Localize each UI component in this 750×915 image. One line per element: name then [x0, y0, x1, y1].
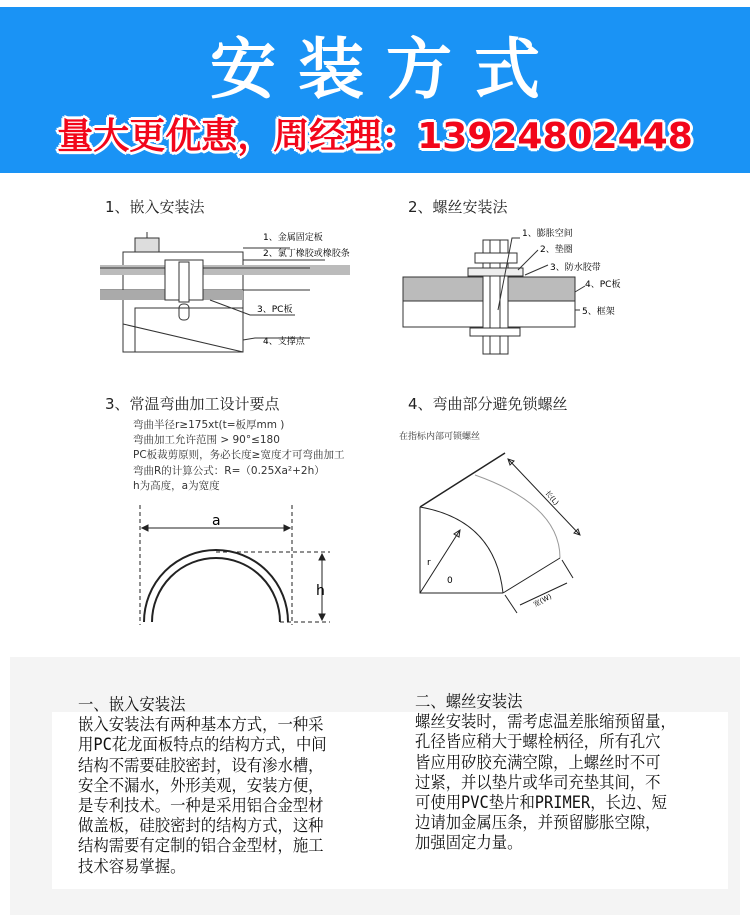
notes-line: 加强固定力量。 [415, 833, 523, 853]
bend-caption: 在指标内部可锁螺丝 [399, 432, 481, 442]
notes-line: 可使用PVC垫片和PRIMER，长边、短 [415, 793, 667, 813]
notes-line: 技术容易掌握。 [78, 856, 186, 876]
radius-label: r [427, 558, 431, 568]
screw-install-diagram [400, 220, 630, 360]
notes-line: 孔径皆应稍大于螺栓柄径，所有孔穴 [415, 732, 661, 752]
section-2-title: 2、螺丝安装法 [408, 198, 508, 216]
angle-label: 0 [447, 576, 453, 586]
notes-line: 结构不需要硅胶密封，设有渗水槽， [78, 755, 324, 775]
notes-title: 二、螺丝安装法 [415, 692, 523, 711]
length-label: 长(L) [543, 489, 561, 507]
label-rubber: 2、氯丁橡胶或橡胶条 [263, 249, 350, 259]
embed-install-diagram [95, 220, 355, 360]
notes-line: 螺丝安装时，需考虑温差胀缩预留量， [415, 712, 676, 732]
screw-method-notes [415, 692, 696, 854]
notes-line: 过紧，并以垫片或华司充垫其间，不 [415, 772, 661, 792]
dim-a-label: a [212, 513, 221, 529]
label-pc-board-2: 4、PC板 [585, 280, 621, 290]
section-3-title: 3、常温弯曲加工设计要点 [105, 395, 280, 413]
embed-method-notes [78, 695, 345, 877]
notes-line: 安全不漏水，外形美观，安装方便， [78, 775, 324, 795]
note-line: 弯曲半径r≥175xt(t=板厚mm ) [133, 419, 285, 431]
section-4-title: 4、弯曲部分避免锁螺丝 [408, 395, 568, 413]
label-expansion-space: 1、膨胀空间 [522, 229, 573, 239]
label-frame: 5、框架 [582, 307, 615, 317]
note-line: 弯曲加工允许范围 > 90°≤180 [133, 434, 280, 447]
note-line: PC板裁剪原则，务必长度≥宽度才可弯曲加工 [133, 449, 345, 462]
width-label: 宽(W) [532, 592, 554, 609]
notes-line: 是专利技术。一种是采用铝合金型材 [78, 796, 324, 816]
notes-line: 边请加金属压条，并预留膨胀空隙， [415, 813, 661, 833]
dim-h-label: h [316, 583, 325, 599]
label-pc-board: 3、PC板 [257, 305, 293, 315]
section-1-title: 1、嵌入安装法 [105, 198, 205, 216]
note-line: 弯曲R的计算公式：R=（0.25Xa²+2h） [133, 464, 325, 477]
notes-line: 结构需要有定制的铝合金型材，施工 [78, 836, 324, 856]
notes-line: 做盖板，硅胶密封的结构方式，这种 [78, 816, 324, 836]
notes-line: 皆应用矽胶充满空隙，上螺丝时不可 [415, 752, 661, 772]
label-metal-plate: 1、金属固定板 [263, 233, 323, 243]
notes-title: 一、嵌入安装法 [78, 695, 186, 714]
bend-screw-diagram [395, 425, 605, 620]
label-waterproof-tape: 3、防水胶带 [550, 263, 601, 273]
label-support: 4、支撑点 [263, 337, 305, 347]
notes-line: 用PC花龙面板特点的结构方式，中间 [78, 735, 327, 755]
note-line: h为高度，a为宽度 [133, 479, 220, 492]
notes-line: 嵌入安装法有两种基本方式，一种采 [78, 715, 324, 735]
promo-contact: 量大更优惠，周经理：13924802448 [57, 116, 693, 157]
bending-notes [133, 418, 344, 494]
page-title: 安装方式 [210, 31, 562, 108]
arch-diagram [130, 500, 340, 635]
label-washer: 2、垫圈 [540, 245, 573, 255]
